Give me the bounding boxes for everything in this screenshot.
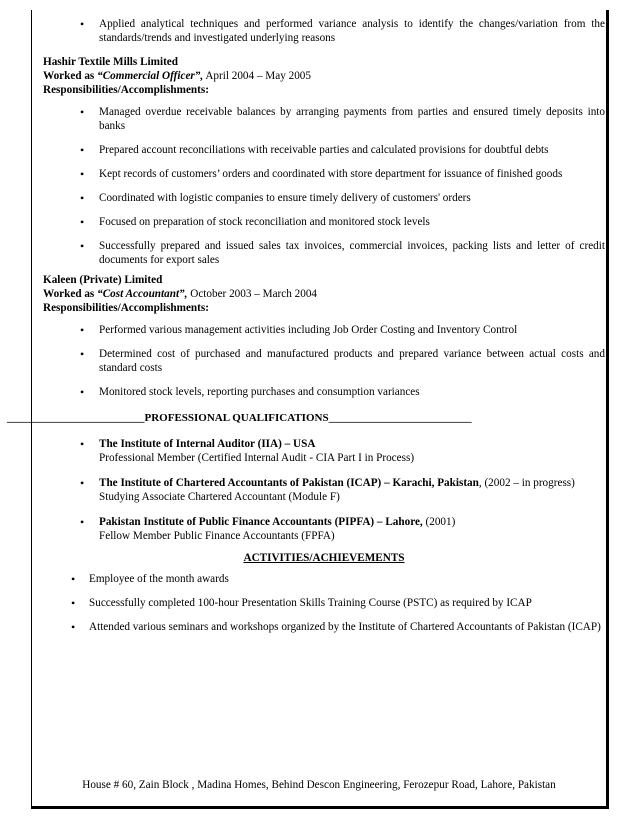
list-item: • Coordinated with logistic companies to ensure timely delivery of customers' orders: [43, 191, 605, 205]
qualification-detail: Fellow Member Public Finance Accountants (FPFA): [99, 530, 335, 542]
job-dates: October 2003 – March 2004: [187, 288, 318, 300]
list-item: • Applied analytical techniques and performed variance analysis to identify the changes/variation from the standards/trends and investigated underlying reasons: [43, 17, 605, 45]
job-title-line: Worked as “Cost Accountant”, October 2003 – March 2004: [43, 288, 318, 300]
job-title-line: Worked as “Commercial Officer”, April 2004 – May 2005: [43, 70, 311, 82]
list-item: • Monitored stock levels, reporting purchases and consumption variances: [43, 385, 605, 399]
activities-list: [43, 572, 605, 634]
list-item: • Attended various seminars and workshops organized by the Institute of Chartered Accountants of Pakistan (ICAP): [43, 620, 605, 634]
responsibilities-label: Responsibilities/Accomplishments:: [43, 302, 209, 314]
list-item: [43, 437, 605, 465]
job-dates: April 2004 – May 2005: [203, 70, 311, 82]
list-item: • Kept records of customers’ orders and coordinated with store department for issuance of finished goods: [43, 167, 605, 181]
list-item: • Performed various management activities including Job Order Costing and Inventory Control: [43, 323, 605, 337]
company-name: Kaleen (Private) Limited: [43, 274, 163, 286]
footer-address: House # 60, Zain Block , Madina Homes, Behind Descon Engineering, Ferozepur Road, Lahore, Pakistan: [82, 779, 556, 791]
intro-list: [43, 17, 605, 45]
job1-bullets: [43, 105, 605, 267]
job-title: “Cost Accountant”,: [97, 288, 188, 300]
list-item: • Successfully prepared and issued sales tax invoices, commercial invoices, packing lists and letter of credit documents for export sales: [43, 239, 605, 267]
qualification-detail: Professional Member (Certified Internal Audit - CIA Part I in Process): [99, 452, 415, 464]
section-heading-qualifications: _________________________PROFESSIONAL QUALIFICATIONS__________________________: [7, 412, 472, 424]
list-item: • Determined cost of purchased and manufactured products and prepared variance between actual costs and standard costs: [43, 347, 605, 375]
list-item: • Managed overdue receivable balances by arranging payments from parties and ensured timely deposits into banks: [43, 105, 605, 133]
section-heading-activities: ACTIVITIES/ACHIEVEMENTS: [243, 552, 405, 564]
institution-name: Pakistan Institute of Public Finance Accountants (PIPFA) – Lahore,: [99, 516, 423, 528]
list-item: • Prepared account reconciliations with receivable parties and calculated provisions for doubtful debts: [43, 143, 605, 157]
responsibilities-label: Responsibilities/Accomplishments:: [43, 84, 209, 96]
job2-bullets: [43, 323, 605, 399]
list-item: • Employee of the month awards: [43, 572, 605, 586]
list-item: • Pakistan Institute of Public Finance Accountants (PIPFA) – Lahore, (2001) Fellow Member Public Finance Accountants (FPFA): [43, 515, 605, 543]
job-title: “Commercial Officer”,: [97, 70, 204, 82]
resume-content: [7, 17, 605, 634]
list-item: • Successfully completed 100-hour Presentation Skills Training Course (PSTC) as required by ICAP: [43, 596, 605, 610]
list-item: • The Institute of Chartered Accountants of Pakistan (ICAP) – Karachi, Pakistan, (2002 – in progress) Studying Associate Chartered Accountant (Module F): [43, 476, 605, 504]
list-item: • Focused on preparation of stock reconciliation and monitored stock levels: [43, 215, 605, 229]
institution-name: The Institute of Internal Auditor (IIA) – USA: [99, 438, 316, 450]
company-name: Hashir Textile Mills Limited: [43, 56, 178, 68]
job-hashir: [43, 55, 605, 267]
qualifications-list: [43, 437, 605, 543]
institution-name: The Institute of Chartered Accountants of Pakistan (ICAP) – Karachi, Pakistan: [99, 477, 479, 489]
job-kaleen: [43, 273, 605, 399]
qualification-detail: Studying Associate Chartered Accountant (Module F): [99, 491, 340, 503]
